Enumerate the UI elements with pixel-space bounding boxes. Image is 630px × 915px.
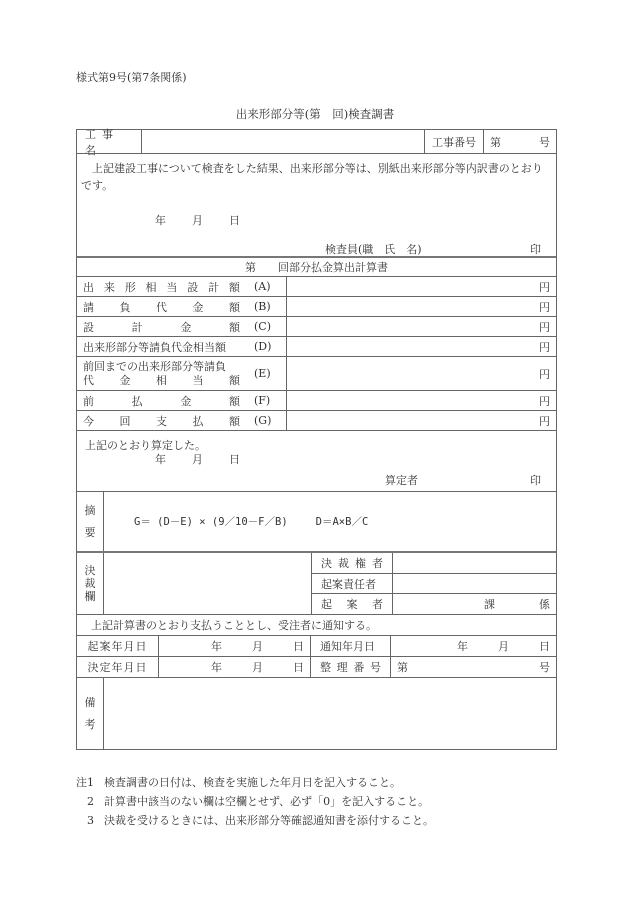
label-char: 金 — [119, 373, 131, 387]
label-char: 理 — [336, 661, 348, 674]
calc-label — [77, 337, 286, 356]
note-text: 決裁を受けるときには、出来形部分等確認通知書を添付すること。 — [104, 814, 434, 827]
label-char: 金 — [180, 394, 192, 408]
label-char: 当 — [166, 280, 178, 294]
label-char: 権 — [355, 556, 366, 570]
label-char: 設 — [83, 320, 94, 334]
section-label: 課 — [484, 598, 495, 612]
project-name-label: 工事名 — [85, 127, 119, 157]
calc-label — [77, 411, 286, 430]
calc-row-a — [77, 276, 556, 296]
reference-prefix: 第 — [397, 661, 408, 674]
day-label: 日 — [293, 640, 304, 653]
remarks-field[interactable] — [103, 678, 556, 749]
note-number: 3 — [87, 814, 94, 827]
label-char: 欄 — [84, 590, 96, 603]
inspection-section — [77, 153, 556, 256]
label-char: 額 — [229, 373, 240, 387]
draft-date-row — [77, 635, 556, 656]
label-char: 額 — [228, 320, 240, 334]
document-title: 出来形部分等(第 回)検査調書 — [235, 107, 395, 121]
label-char: 決 — [321, 556, 332, 570]
label-char: 号 — [369, 661, 381, 674]
inspector-seal[interactable]: 印 — [530, 243, 541, 256]
month-label: 月 — [192, 453, 203, 466]
subsection-label: 係 — [539, 598, 550, 612]
month-label: 月 — [192, 214, 203, 227]
label-line-1: 前回までの出来形部分等請負 — [83, 359, 226, 373]
decision-date-label: 決定年月日 — [87, 661, 148, 674]
calc-label — [77, 277, 286, 296]
label-char: 起 — [321, 598, 332, 612]
draft-date-label: 起案年月日 — [87, 640, 148, 653]
day-label: 日 — [539, 640, 550, 653]
calc-title-row — [77, 256, 556, 276]
project-number-suffix: 号 — [539, 135, 550, 149]
note-item — [76, 792, 434, 811]
yen-unit: 円 — [539, 340, 550, 354]
label-char: 要 — [84, 525, 96, 539]
calc-value-a[interactable] — [286, 277, 556, 296]
note-number: 注1 — [76, 776, 94, 789]
calc-row-g — [77, 410, 556, 430]
yen-unit: 円 — [539, 414, 550, 428]
notes — [76, 773, 434, 830]
calc-row-b — [77, 296, 556, 316]
year-label: 年 — [155, 214, 166, 227]
inspection-date[interactable] — [155, 212, 266, 228]
project-number-label: 工事番号 — [424, 130, 483, 153]
reference-number-label — [310, 657, 390, 677]
label-char: 支 — [156, 414, 167, 428]
calculator-seal[interactable]: 印 — [530, 474, 541, 487]
yen-unit: 円 — [539, 320, 550, 334]
yen-unit: 円 — [539, 367, 550, 381]
reference-suffix: 号 — [539, 661, 550, 674]
note-number: 2 — [87, 795, 94, 808]
approval-grid — [311, 553, 556, 614]
decision-date-row — [77, 656, 556, 677]
draft-manager-row — [312, 573, 556, 594]
approval-label — [77, 553, 103, 614]
label-char: 払 — [192, 414, 204, 428]
label-char: 形 — [124, 280, 136, 294]
label-text: 通知年月日 — [320, 640, 375, 653]
note-item — [76, 811, 434, 830]
approver-row — [312, 553, 556, 573]
drafter-row — [312, 593, 556, 614]
label-char: 今 — [83, 414, 94, 428]
notify-date-field[interactable] — [390, 636, 556, 656]
label-char: 設 — [187, 280, 199, 294]
inspection-statement: 上記建設工事について検査をした結果、出来形部分等は、別紙出来形部分等内訳書のとおりです。 — [81, 162, 543, 192]
calc-value-f[interactable] — [286, 391, 556, 410]
day-label: 日 — [229, 453, 240, 466]
inspector-label: 検査員(職 氏 名) — [325, 243, 422, 256]
calc-code: (E) — [254, 367, 271, 380]
label-char: 備 — [84, 695, 96, 709]
label-char: 整 — [320, 661, 331, 674]
label-char: 摘 — [84, 503, 96, 517]
label-char: 考 — [84, 717, 96, 731]
calc-label — [77, 297, 286, 316]
calc-value-d[interactable] — [286, 337, 556, 356]
calculator-label: 算定者 — [385, 474, 418, 487]
label-char: 額 — [229, 300, 240, 314]
label-char: 払 — [131, 394, 143, 408]
month-label: 月 — [252, 661, 263, 674]
label-char: 額 — [229, 414, 240, 428]
draft-date-field[interactable] — [158, 636, 310, 656]
label-char: 代 — [156, 300, 167, 314]
year-label: 年 — [211, 661, 222, 674]
calc-row-d — [77, 336, 556, 356]
calc-code: (C) — [254, 320, 271, 333]
calc-title: 第 回部分払金算出計算書 — [245, 261, 388, 274]
label-char: 代 — [83, 373, 94, 387]
label-char: 計 — [131, 320, 143, 334]
month-label: 月 — [252, 640, 263, 653]
calc-label — [77, 391, 286, 410]
approval-row — [77, 551, 556, 614]
calc-code: (A) — [254, 280, 271, 293]
draft-manager-label — [312, 574, 392, 594]
formula-d: D＝A×B／C — [315, 516, 369, 528]
label-char: 額 — [228, 394, 240, 408]
label-char: 金 — [180, 320, 192, 334]
summary-row — [77, 491, 556, 551]
label-char: 案 — [346, 598, 358, 612]
yen-unit: 円 — [539, 394, 550, 408]
calc-value-g[interactable] — [286, 411, 556, 430]
calc-date[interactable] — [155, 451, 266, 467]
month-label: 月 — [498, 640, 509, 653]
calc-done-statement: 上記のとおり算定した。 — [85, 439, 206, 452]
label-char: 来 — [103, 280, 115, 294]
notify-date-label — [310, 636, 390, 656]
calc-value-e[interactable] — [286, 357, 556, 390]
calc-code: (F) — [254, 394, 271, 407]
calc-code: (D) — [254, 340, 272, 353]
label-char: 者 — [372, 598, 383, 612]
remarks-label — [77, 678, 103, 749]
calc-row-e — [77, 356, 556, 390]
form-code: 様式第9号(第7条関係) — [76, 71, 187, 84]
label-char: 番 — [353, 661, 365, 674]
draft-manager-field[interactable] — [392, 574, 556, 594]
project-number-field[interactable] — [483, 130, 556, 153]
label-text: 起案責任者 — [321, 577, 376, 591]
calc-value-c[interactable] — [286, 317, 556, 336]
approver-label — [312, 553, 392, 573]
notify-statement: 上記計算書のとおり支払うこととし、受注者に通知する。 — [91, 619, 377, 632]
summary-field[interactable] — [103, 492, 556, 551]
label-char: 裁 — [338, 556, 349, 570]
calc-row-c — [77, 316, 556, 336]
label-char: 当 — [192, 373, 204, 387]
formula-g: G＝ (D－E) × (9／10－F／B) — [134, 516, 288, 528]
label-char: 相 — [145, 280, 157, 294]
remarks-row — [77, 677, 556, 749]
drafter-label — [312, 594, 392, 614]
label-char: 出 — [83, 280, 94, 294]
project-row — [77, 127, 556, 157]
approver-field[interactable] — [392, 553, 556, 573]
label-char: 相 — [156, 373, 167, 387]
label-char: 決 — [84, 564, 96, 577]
calc-code: (G) — [254, 414, 272, 427]
summary-label — [77, 492, 103, 551]
inspection-form — [76, 129, 557, 750]
decision-date-field[interactable] — [158, 657, 310, 677]
note-text: 計算書中該当のない欄は空欄とせず、必ず「0」を記入すること。 — [104, 795, 430, 808]
label-char: 裁 — [84, 577, 96, 590]
yen-unit: 円 — [539, 280, 550, 294]
yen-unit: 円 — [539, 300, 550, 314]
label-char: 請 — [83, 300, 94, 314]
project-name-field[interactable] — [141, 130, 424, 153]
label-char: 前 — [83, 394, 94, 408]
label-char: 負 — [119, 300, 131, 314]
year-label: 年 — [211, 640, 222, 653]
calc-done-section — [77, 430, 556, 491]
note-text: 検査調書の日付は、検査を実施した年月日を記入すること。 — [104, 776, 401, 789]
label-char: 計 — [208, 280, 220, 294]
project-number-prefix: 第 — [490, 135, 501, 149]
label-char: 額 — [228, 280, 240, 294]
label-char: 金 — [192, 300, 204, 314]
calc-label — [77, 317, 286, 336]
calc-value-b[interactable] — [286, 297, 556, 316]
reference-number-field[interactable] — [390, 657, 556, 677]
label-text: 出来形部分等請負代金相当額 — [83, 340, 226, 354]
year-label: 年 — [155, 453, 166, 466]
day-label: 日 — [229, 214, 240, 227]
year-label: 年 — [457, 640, 468, 653]
calc-row-f — [77, 390, 556, 410]
calc-code: (B) — [254, 300, 271, 313]
label-char: 回 — [119, 414, 131, 428]
calc-label — [77, 357, 286, 390]
label-char: 者 — [372, 556, 383, 570]
approval-stamp-area[interactable] — [103, 553, 311, 614]
day-label: 日 — [293, 661, 304, 674]
notify-row — [77, 614, 556, 635]
note-item — [76, 773, 434, 792]
drafter-field[interactable] — [392, 594, 556, 614]
